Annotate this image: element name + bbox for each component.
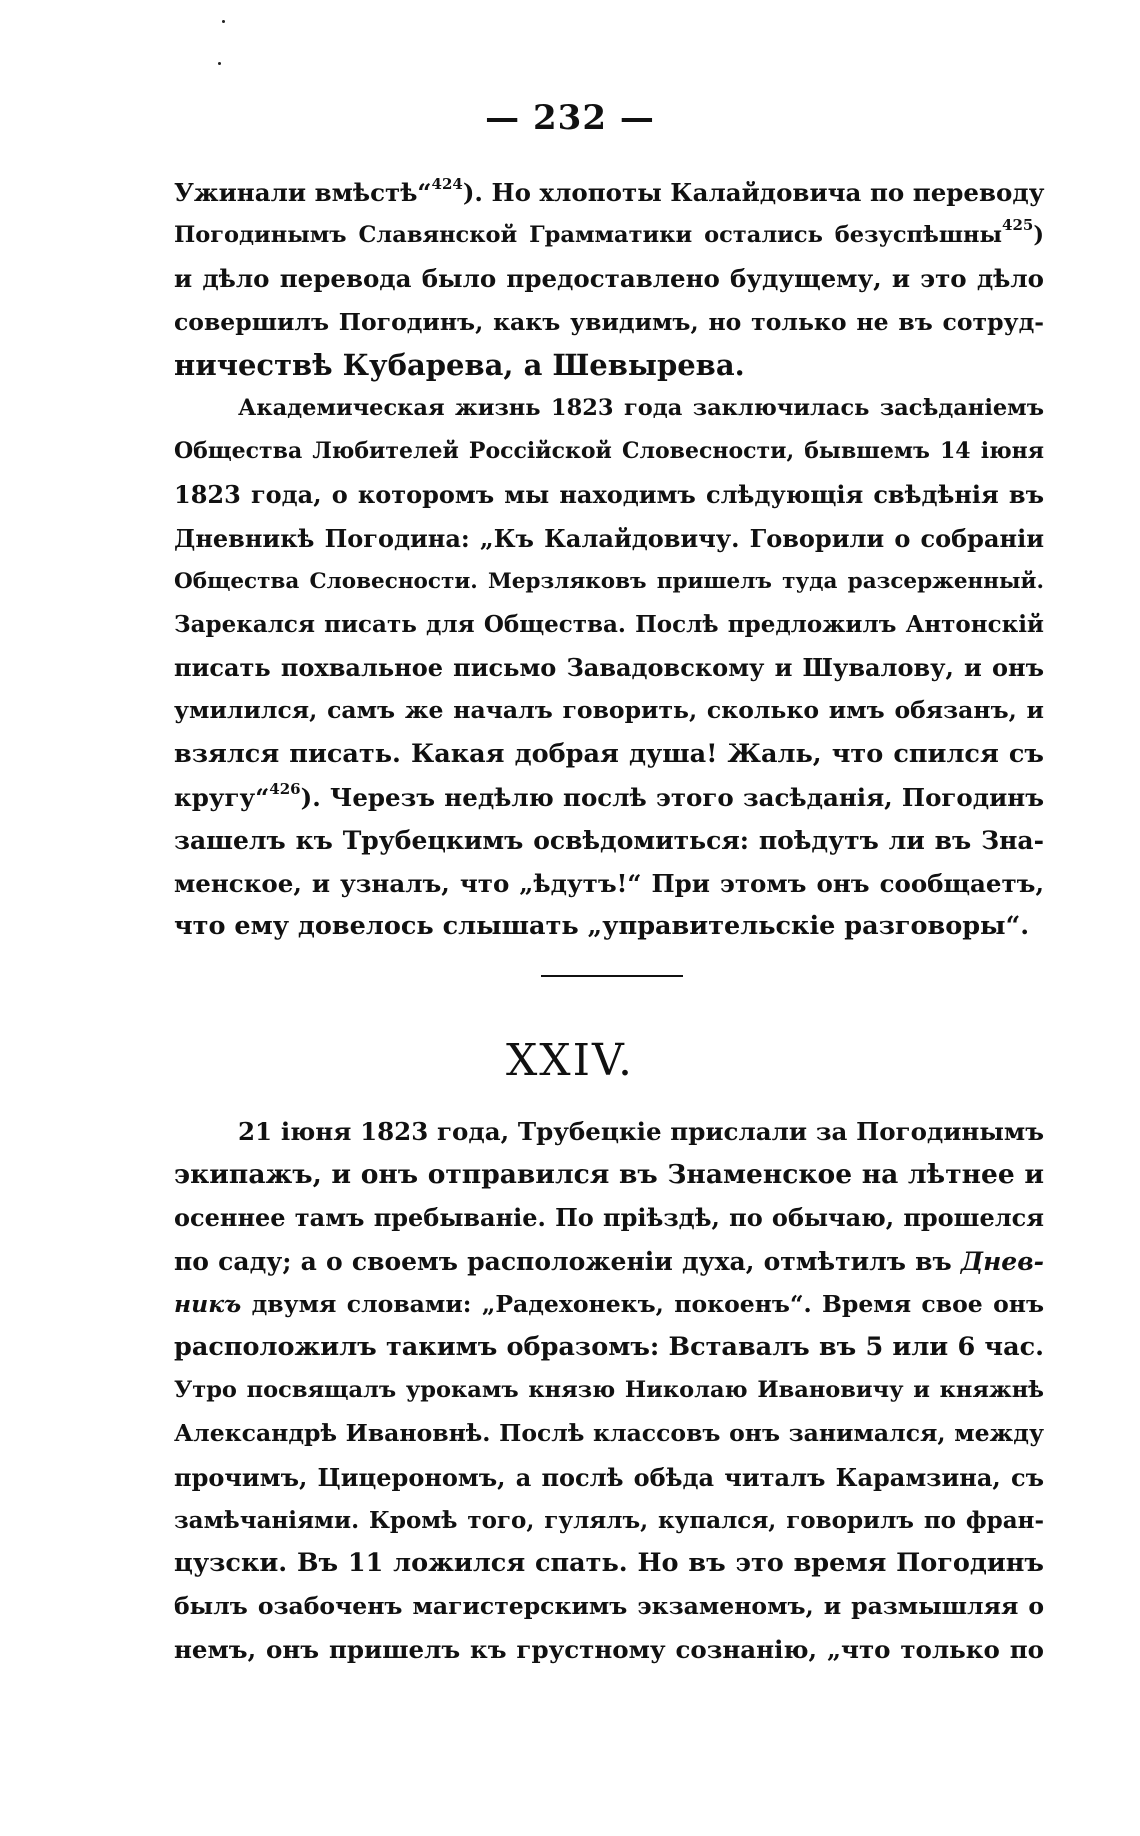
text-line: былъ озабоченъ магистерскимъ экзаменомъ, и размышляя о	[174, 1592, 1044, 1621]
text-line: по саду; а о своемъ расположеніи духа, отмѣтилъ въ Днев-	[174, 1246, 1044, 1276]
page-number: — 232 —	[485, 98, 655, 138]
text-line: кругу“$^{426}$). Черезъ недѣлю послѣ этого засѣданія, Погодинъ	[174, 779, 1044, 812]
text-line: расположилъ такимъ образомъ: Вставалъ въ 5 или 6 час.	[174, 1332, 1044, 1363]
text-line: менское, и узналъ, что „ѣдутъ!“ При этомъ онъ сообщаетъ,	[174, 869, 1044, 899]
text-line: совершилъ Погодинъ, какъ увидимъ, но только не въ сотруд-	[174, 307, 1044, 336]
text-line: умилился, самъ же началъ говорить, сколько имъ обязанъ, и	[174, 696, 1044, 725]
text-line: ничествѣ Кубарева, а Шевырева.	[174, 347, 745, 382]
text-line: Академическая жизнь 1823 года заключилась засѣданіемъ	[238, 395, 1044, 421]
text-line: осеннее тамъ пребываніе. По пріѣздѣ, по обычаю, прошелся	[174, 1203, 1044, 1233]
footnote-marker: 424	[431, 175, 463, 193]
text-line: Общества Любителей Россійской Словесности, бывшемъ 14 іюня	[174, 438, 1044, 465]
text-line: цузски. Въ 11 ложился спать. Но въ это время Погодинъ	[174, 1548, 1044, 1579]
text-line: зашелъ къ Трубецкимъ освѣдомиться: поѣдутъ ли въ Зна-	[174, 826, 1044, 856]
text-line: экипажъ, и онъ отправился въ Знаменское на лѣтнее и	[174, 1159, 1044, 1191]
text-line: 1823 года, о которомъ мы находимъ слѣдующія свѣдѣнія въ	[174, 480, 1044, 510]
text-line: Погодинымъ Славянской Грамматики остались безуспѣшны$^{425}$)	[174, 216, 1044, 249]
scan-speck	[218, 62, 221, 65]
text-line: замѣчаніями. Кромѣ того, гулялъ, купался, говорилъ по фран-	[174, 1506, 1044, 1534]
scan-speck	[222, 20, 225, 23]
text-line: Общества Словесности. Мерзляковъ пришелъ туда разсерженный.	[174, 568, 1044, 594]
text-line: Александрѣ Ивановнѣ. Послѣ классовъ онъ занимался, между	[174, 1419, 1044, 1448]
italic-word: Днев-	[960, 1246, 1044, 1276]
text-line: взялся писать. Какая добрая душа! Жаль, что спился съ	[174, 738, 1044, 769]
paragraph-academic-life	[174, 387, 1044, 949]
text-line: писать похвальное письмо Завадовскому и Шувалову, и онъ	[174, 653, 1044, 683]
chapter-heading: XXIV.	[505, 1035, 635, 1086]
paragraph-chapter-24	[174, 1110, 1044, 1672]
text-line: и дѣло перевода было предоставлено будущему, и это дѣло	[174, 264, 1044, 294]
text-line: Дневникѣ Погодина: „Къ Калайдовичу. Говорили о собраніи	[174, 523, 1044, 553]
text-line: Утро посвящалъ урокамъ князю Николаю Ивановичу и княжнѣ	[174, 1377, 1044, 1404]
text-line: Зарекался писать для Общества. Послѣ предложилъ Антонскій	[174, 611, 1044, 639]
text-line: прочимъ, Цицерономъ, а послѣ обѣда читалъ Карамзина, съ	[174, 1462, 1044, 1492]
footnote-marker: 425	[1002, 216, 1034, 235]
text-line: немъ, онъ пришелъ къ грустному сознанію, „что только по	[174, 1635, 1044, 1665]
text-line: что ему довелось слышать „управительскіе разговоры“.	[174, 911, 1030, 942]
footnote-marker: 426	[269, 779, 301, 798]
italic-word: никъ	[174, 1289, 242, 1318]
text-line: никъ двумя словами: „Радехонекъ, покоенъ“. Время свое онъ	[174, 1289, 1044, 1318]
section-divider	[541, 975, 683, 977]
text-line: 21 іюня 1823 года, Трубецкіе прислали за Погодинымъ	[238, 1117, 1044, 1146]
text-line: Ужинали вмѣстѣ“$^{424}$). Но хлопоты Калайдовича по переводу	[174, 175, 1045, 207]
paragraph-continuation	[174, 171, 1044, 387]
